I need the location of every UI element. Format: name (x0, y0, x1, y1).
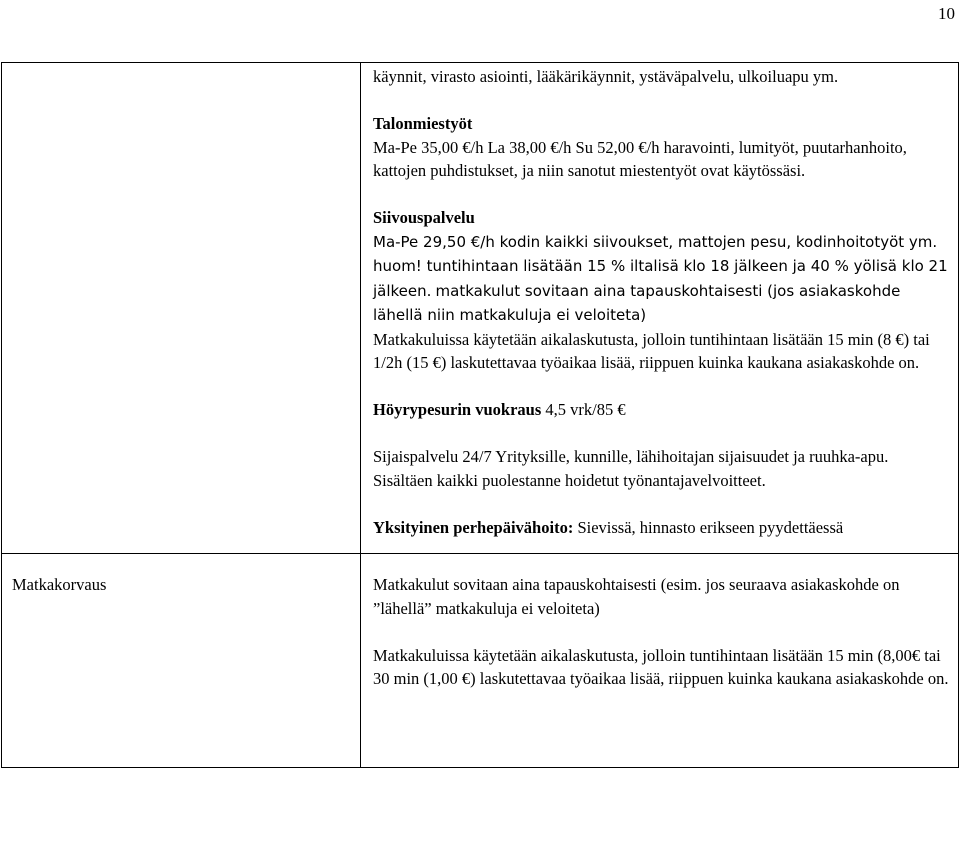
section-perhe (373, 516, 950, 540)
section-title: Höyrypesurin vuokraus (373, 400, 542, 419)
section-hoyry (373, 398, 950, 422)
section-title: Siivouspalvelu (373, 208, 475, 227)
row-content-cell (361, 554, 959, 768)
section-text: matkakulut sovitaan aina tapauskohtaisesti (jos asiakaskohde lähellä niin matkakuluja ei veloiteta) (373, 281, 901, 324)
section-text: Matkakuluissa käytetään aikalaskutusta, jolloin tuntihintaan lisätään 15 min (8 €) tai 1/2h (15 €) laskutettavaa työaikaa lisää, riippuen kuinka kaukana asiakaskohde on. (373, 329, 930, 372)
section-siivous (373, 206, 950, 375)
section-talonmies (373, 112, 950, 183)
row-label: Matkakorvaus (12, 575, 107, 594)
table-row (2, 63, 959, 554)
matkakorvaus-text: Matkakulut sovitaan aina tapauskohtaisesti (esim. jos seuraava asiakaskohde on ”lähellä” matkakuluja ei veloiteta) (373, 575, 900, 618)
intro-text: käynnit, virasto asiointi, lääkärikäynnit, ystäväpalvelu, ulkoiluapu ym. (373, 67, 839, 86)
section-text: 4,5 vrk/85 € (545, 400, 626, 419)
table-row (2, 554, 959, 768)
section-text: Sievissä, hinnasto erikseen pyydettäessä (577, 517, 844, 537)
row-label-cell (2, 554, 361, 768)
section-title: Talonmiestyöt (373, 114, 473, 133)
price-table (1, 62, 959, 768)
page-number: 10 (938, 4, 955, 23)
section-title: Yksityinen perhepäivähoito: (373, 517, 574, 537)
section-text: Ma-Pe 29,50 €/h kodin kaikki siivoukset, mattojen pesu, kodinhoitotyöt ym. huom! tuntihintaan lisätään 15 % iltalisä klo 18 jälkeen ja 40 % yölisä klo 21 jälkeen. (373, 232, 948, 300)
matkakorvaus-text: Matkakuluissa käytetään aikalaskutusta, jolloin tuntihintaan lisätään 15 min (8,00€ tai 30 min (1,00 €) laskutettavaa työaikaa lisää, riippuen kuinka kaukana asiakaskohde on. (373, 645, 949, 688)
row-label-cell (2, 63, 361, 554)
section-text: Ma-Pe 35,00 €/h La 38,00 €/h Su 52,00 €/h haravointi, lumityöt, puutarhanhoito, kattojen puhdistukset, ja niin sanotut miestentyöt ovat käytössäsi. (373, 137, 907, 180)
row-content-cell (361, 63, 959, 554)
section-sijais: Sijaispalvelu 24/7 Yrityksille, kunnille, lähihoitajan sijaisuudet ja ruuhka-apu. Sisältäen kaikki puolestanne hoidetut työnantajavelvoitteet. (373, 447, 889, 490)
